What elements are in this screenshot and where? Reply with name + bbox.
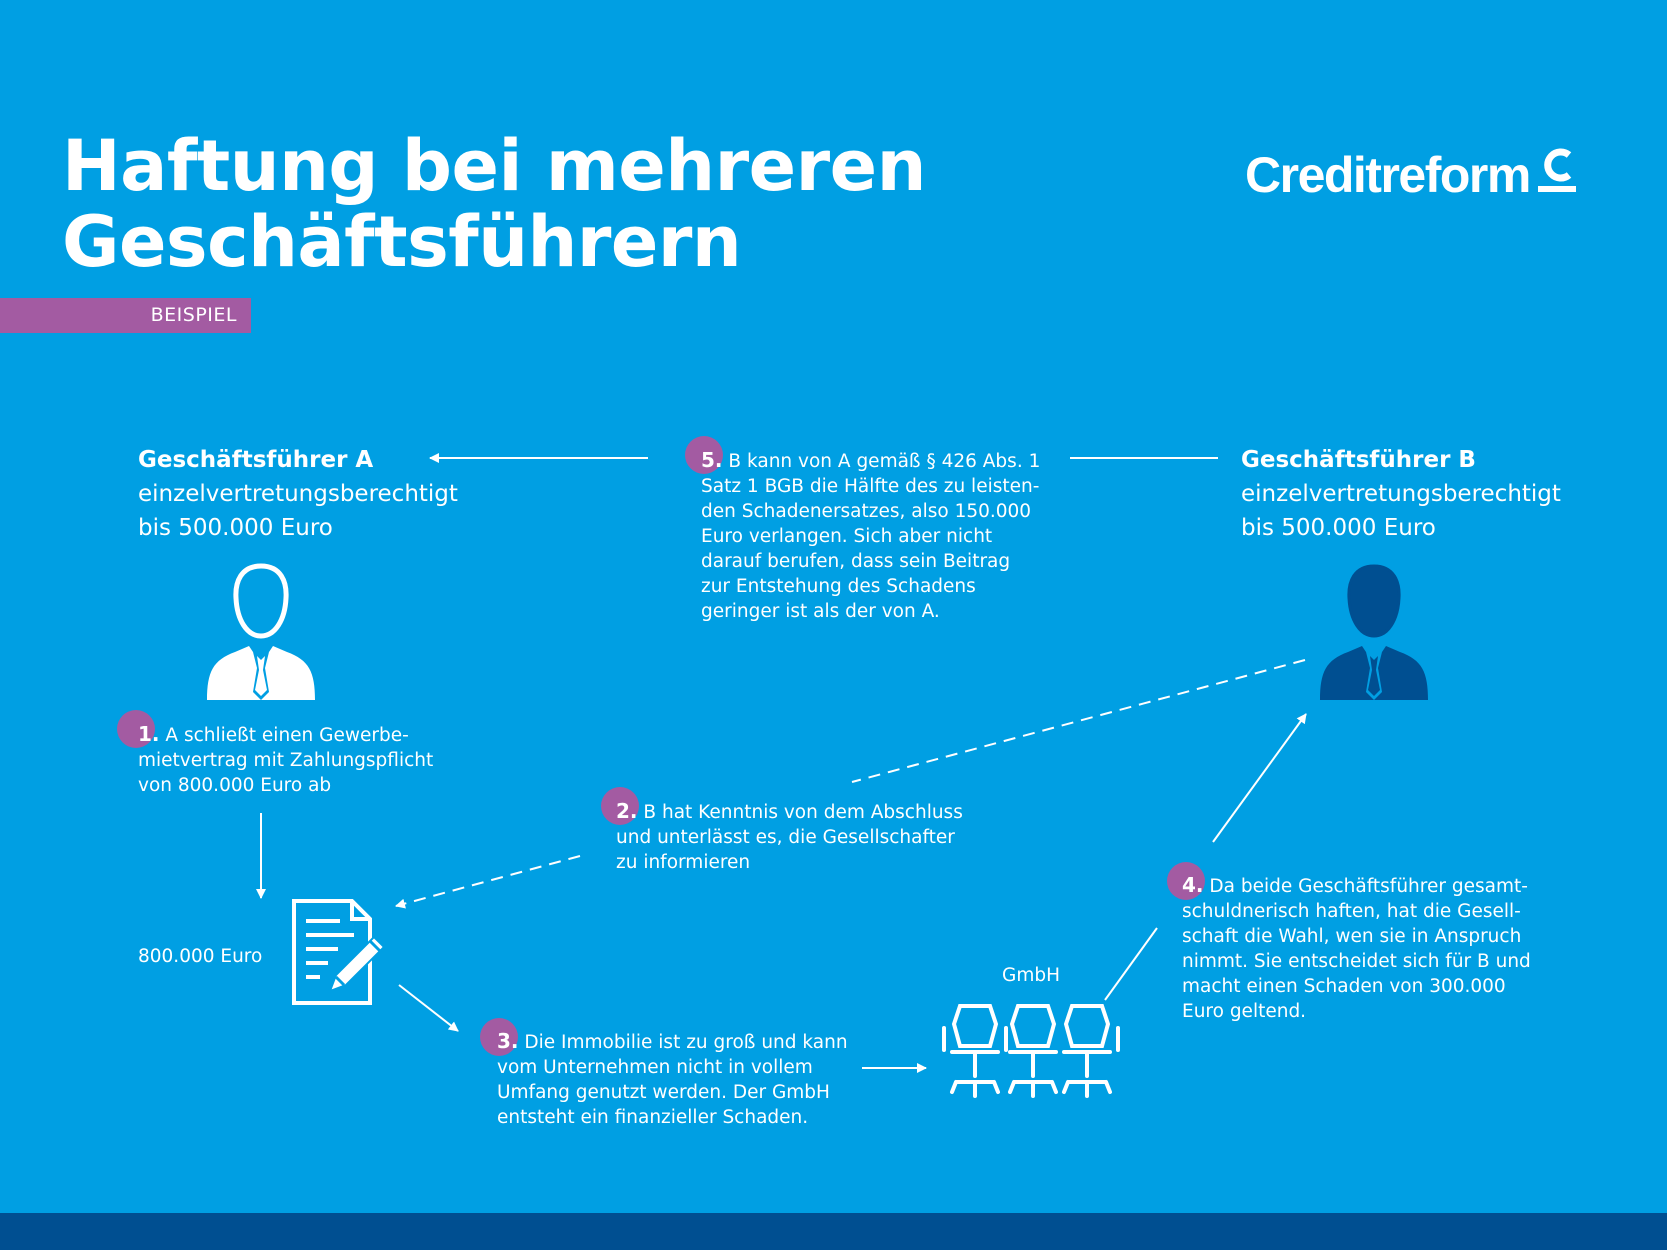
step-1-line-3: von 800.000 Euro ab: [138, 775, 332, 796]
arrow-step4-to-b: [1213, 714, 1306, 842]
step-5-line-3: den Schadenersatzes, also 150.000: [701, 501, 1032, 522]
step-3-number: 3.: [497, 1029, 519, 1053]
step-4-number: 4.: [1182, 873, 1204, 897]
step-4-line-5: macht einen Schaden von 300.000: [1182, 976, 1506, 997]
step-4-line-3: schaft die Wahl, wen sie in Anspruch: [1182, 926, 1522, 947]
step-2-line-3: zu informieren: [616, 852, 751, 873]
footer-bar: [0, 1213, 1667, 1250]
step-4-line-1: Da beide Geschäftsführer gesamt-: [1209, 876, 1528, 897]
step-5-line-6: zur Entstehung des Schadens: [701, 576, 976, 597]
step-3-line-1: Die Immobilie ist zu groß und kann: [524, 1032, 848, 1053]
step-5-number: 5.: [701, 448, 723, 472]
step-2-line-1: B hat Kenntnis von dem Abschluss: [643, 802, 963, 823]
step-2-number: 2.: [616, 799, 638, 823]
title-line-1: Haftung bei mehreren: [62, 125, 926, 207]
step-5-line-5: darauf berufen, dass sein Beitrag: [701, 551, 1011, 572]
step-4-line-6: Euro geltend.: [1182, 1001, 1307, 1022]
logo-text: Creditreform: [1245, 147, 1530, 203]
person-a-line1: einzelvertretungsberechtigt: [138, 481, 458, 507]
step-5-line-2: Satz 1 BGB die Hälfte des zu leisten-: [701, 476, 1040, 497]
title-line-2: Geschäftsführern: [62, 201, 742, 283]
step-1-line-1: A schließt einen Gewerbe-: [165, 725, 409, 746]
step-1-number: 1.: [138, 722, 160, 746]
contract-amount-label: 800.000 Euro: [138, 946, 263, 967]
gmbh-label: GmbH: [1002, 965, 1061, 986]
step-4-line-4: nimmt. Sie entscheidet sich für B und: [1182, 951, 1531, 972]
step-3-line-4: entsteht ein finanzieller Schaden.: [497, 1107, 809, 1128]
dashed-b-to-step2: [852, 660, 1305, 782]
step-1-line-2: mietvertrag mit Zahlungspflicht: [138, 750, 434, 771]
person-b-name: Geschäftsführer B: [1241, 447, 1476, 473]
step-5-line-1: B kann von A gemäß § 426 Abs. 1: [728, 451, 1041, 472]
person-a-name: Geschäftsführer A: [138, 447, 374, 473]
step-3-line-3: Umfang genutzt werden. Der GmbH: [497, 1082, 830, 1103]
person-b-line1: einzelvertretungsberechtigt: [1241, 481, 1561, 507]
line-gmbh-to-step4: [1105, 928, 1157, 1000]
arrow-contract-to-step3: [399, 985, 458, 1031]
step-3-line-2: vom Unternehmen nicht in vollem: [497, 1057, 813, 1078]
badge-label: BEISPIEL: [150, 304, 237, 326]
step-4-line-2: schuldnerisch haften, hat die Gesell-: [1182, 901, 1521, 922]
person-a-line2: bis 500.000 Euro: [138, 515, 333, 541]
step-5-line-7: geringer ist als der von A.: [701, 601, 940, 622]
step-2-line-2: und unterlässt es, die Gesellschafter: [616, 827, 955, 848]
person-b-line2: bis 500.000 Euro: [1241, 515, 1436, 541]
dashed-arrow-step2-to-contract: [396, 856, 580, 906]
step-5-line-4: Euro verlangen. Sich aber nicht: [701, 526, 993, 547]
